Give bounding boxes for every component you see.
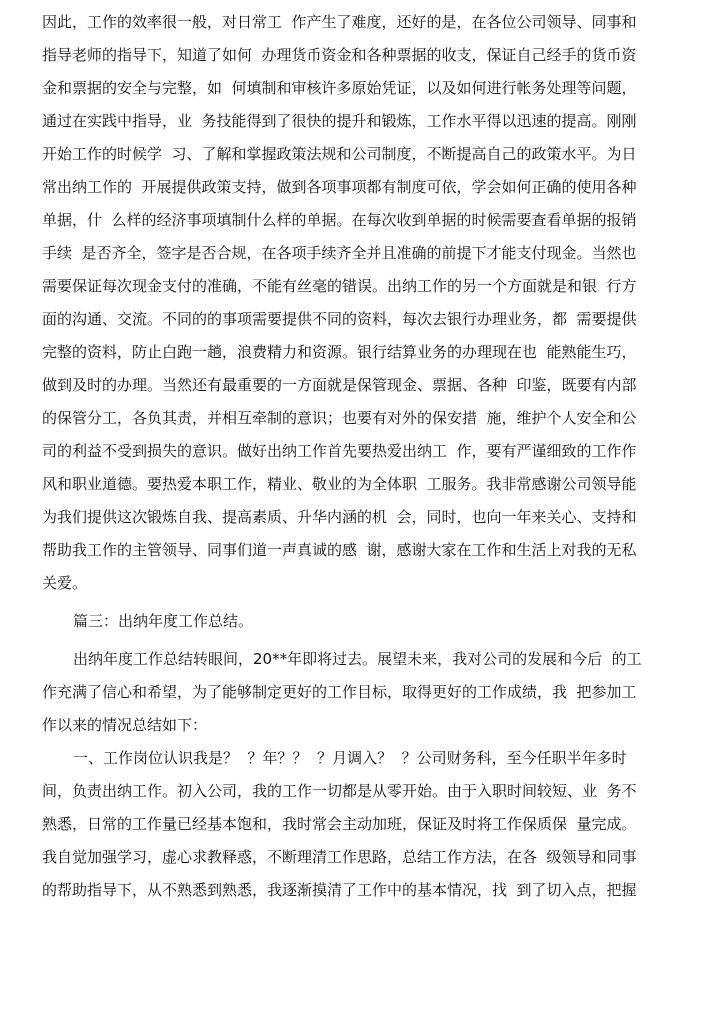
- text-line: 面的沟通、交流。不同的的事项需要提供不同的资料，每次去银行办理业务，都 需要提供: [42, 310, 637, 328]
- text-line: 风和职业道德。要热爱本职工作，精业、敬业的为全体职 工服务。我非常感谢公司领导能: [42, 475, 637, 493]
- text-line: 手续 是否齐全，签字是否合规，在各项手续齐全并且准确的前提下才能支付现金。当然也: [42, 244, 637, 262]
- text-line: 需要保证每次现金支付的准确，不能有丝毫的错误。出纳工作的另一个方面就是和银 行方: [42, 277, 637, 295]
- text-line: 为我们提供这次锻炼自我、提高素质、升华内涵的机 会，同时，也向一年来关心、支持和: [42, 508, 637, 526]
- text-line: 通过在实践中指导，业 务技能得到了很快的提升和锻炼，工作水平得以迅速的提高。刚刚: [42, 112, 637, 130]
- text-line: 熟悉，日常的工作量已经基本饱和，我时常会主动加班，保证及时将工作保质保 量完成。: [42, 815, 637, 833]
- text-line: 金和票据的安全与完整，如 何填制和审核许多原始凭证，以及如何进行帐务处理等问题，: [42, 79, 637, 97]
- text-line: 单据，什 么样的经济事项填制什么样的单据。在每次收到单据的时候需要查看单据的报销: [42, 211, 637, 229]
- text-line: 司的利益不受到损失的意识。做好出纳工作首先要热爱出纳工 作，要有严谨细致的工作作: [42, 442, 637, 460]
- section-heading: 篇三：出纳年度工作总结。: [73, 612, 254, 630]
- text-line: 做到及时的办理。当然还有最重要的一方面就是保管现金、票据、各种 印鉴，既要有内部: [42, 376, 637, 394]
- text-line: 的帮助指导下，从不熟悉到熟悉，我逐渐摸清了工作中的基本情况，找 到了切入点，把握: [42, 881, 637, 899]
- text-line: 我自觉加强学习，虚心求教释惑，不断理清工作思路，总结工作方法，在各 级领导和同事: [42, 848, 637, 866]
- text-line: 间，负责出纳工作。初入公司，我的工作一切都是从零开始。由于入职时间较短、业 务不: [42, 782, 637, 800]
- text-line: 关爱。: [42, 574, 88, 592]
- text-line: 的保管分工，各负其责，并相互牵制的意识；也要有对外的保安措 施，维护个人安全和公: [42, 409, 637, 427]
- text-line: 作以来的情况总结如下：: [42, 716, 208, 734]
- text-line: 作充满了信心和希望，为了能够制定更好的工作目标，取得更好的工作成绩，我 把参加工: [42, 683, 637, 701]
- text-line: 完整的资料，防止白跑一趟，浪费精力和资源。银行结算业务的办理现在也 能熟能生巧，: [42, 343, 637, 361]
- text-line: 开始工作的时候学 习、了解和掌握政策法规和公司制度，不断提高自己的政策水平。为日: [42, 145, 637, 163]
- text-line: 出纳年度工作总结转眼间，20**年即将过去。展望未来，我对公司的发展和今后 的工: [73, 650, 642, 668]
- text-line: 因此，工作的效率很一般，对日常工 作产生了难度，还好的是，在各位公司领导、同事和: [42, 13, 637, 31]
- text-line: 指导老师的指导下，知道了如何 办理货币资金和各种票据的收支，保证自己经手的货币资: [42, 46, 637, 64]
- text-line: 帮助我工作的主管领导、同事们道一声真诚的感 谢，感谢大家在工作和生活上对我的无私: [42, 541, 637, 559]
- text-line: 一、工作岗位认识我是？ ？年？？ ？月调入？ ？公司财务科，至今任职半年多时: [73, 749, 627, 767]
- text-line: 常出纳工作的 开展提供政策支持，做到各项事项都有制度可依，学会如何正确的使用各种: [42, 178, 637, 196]
